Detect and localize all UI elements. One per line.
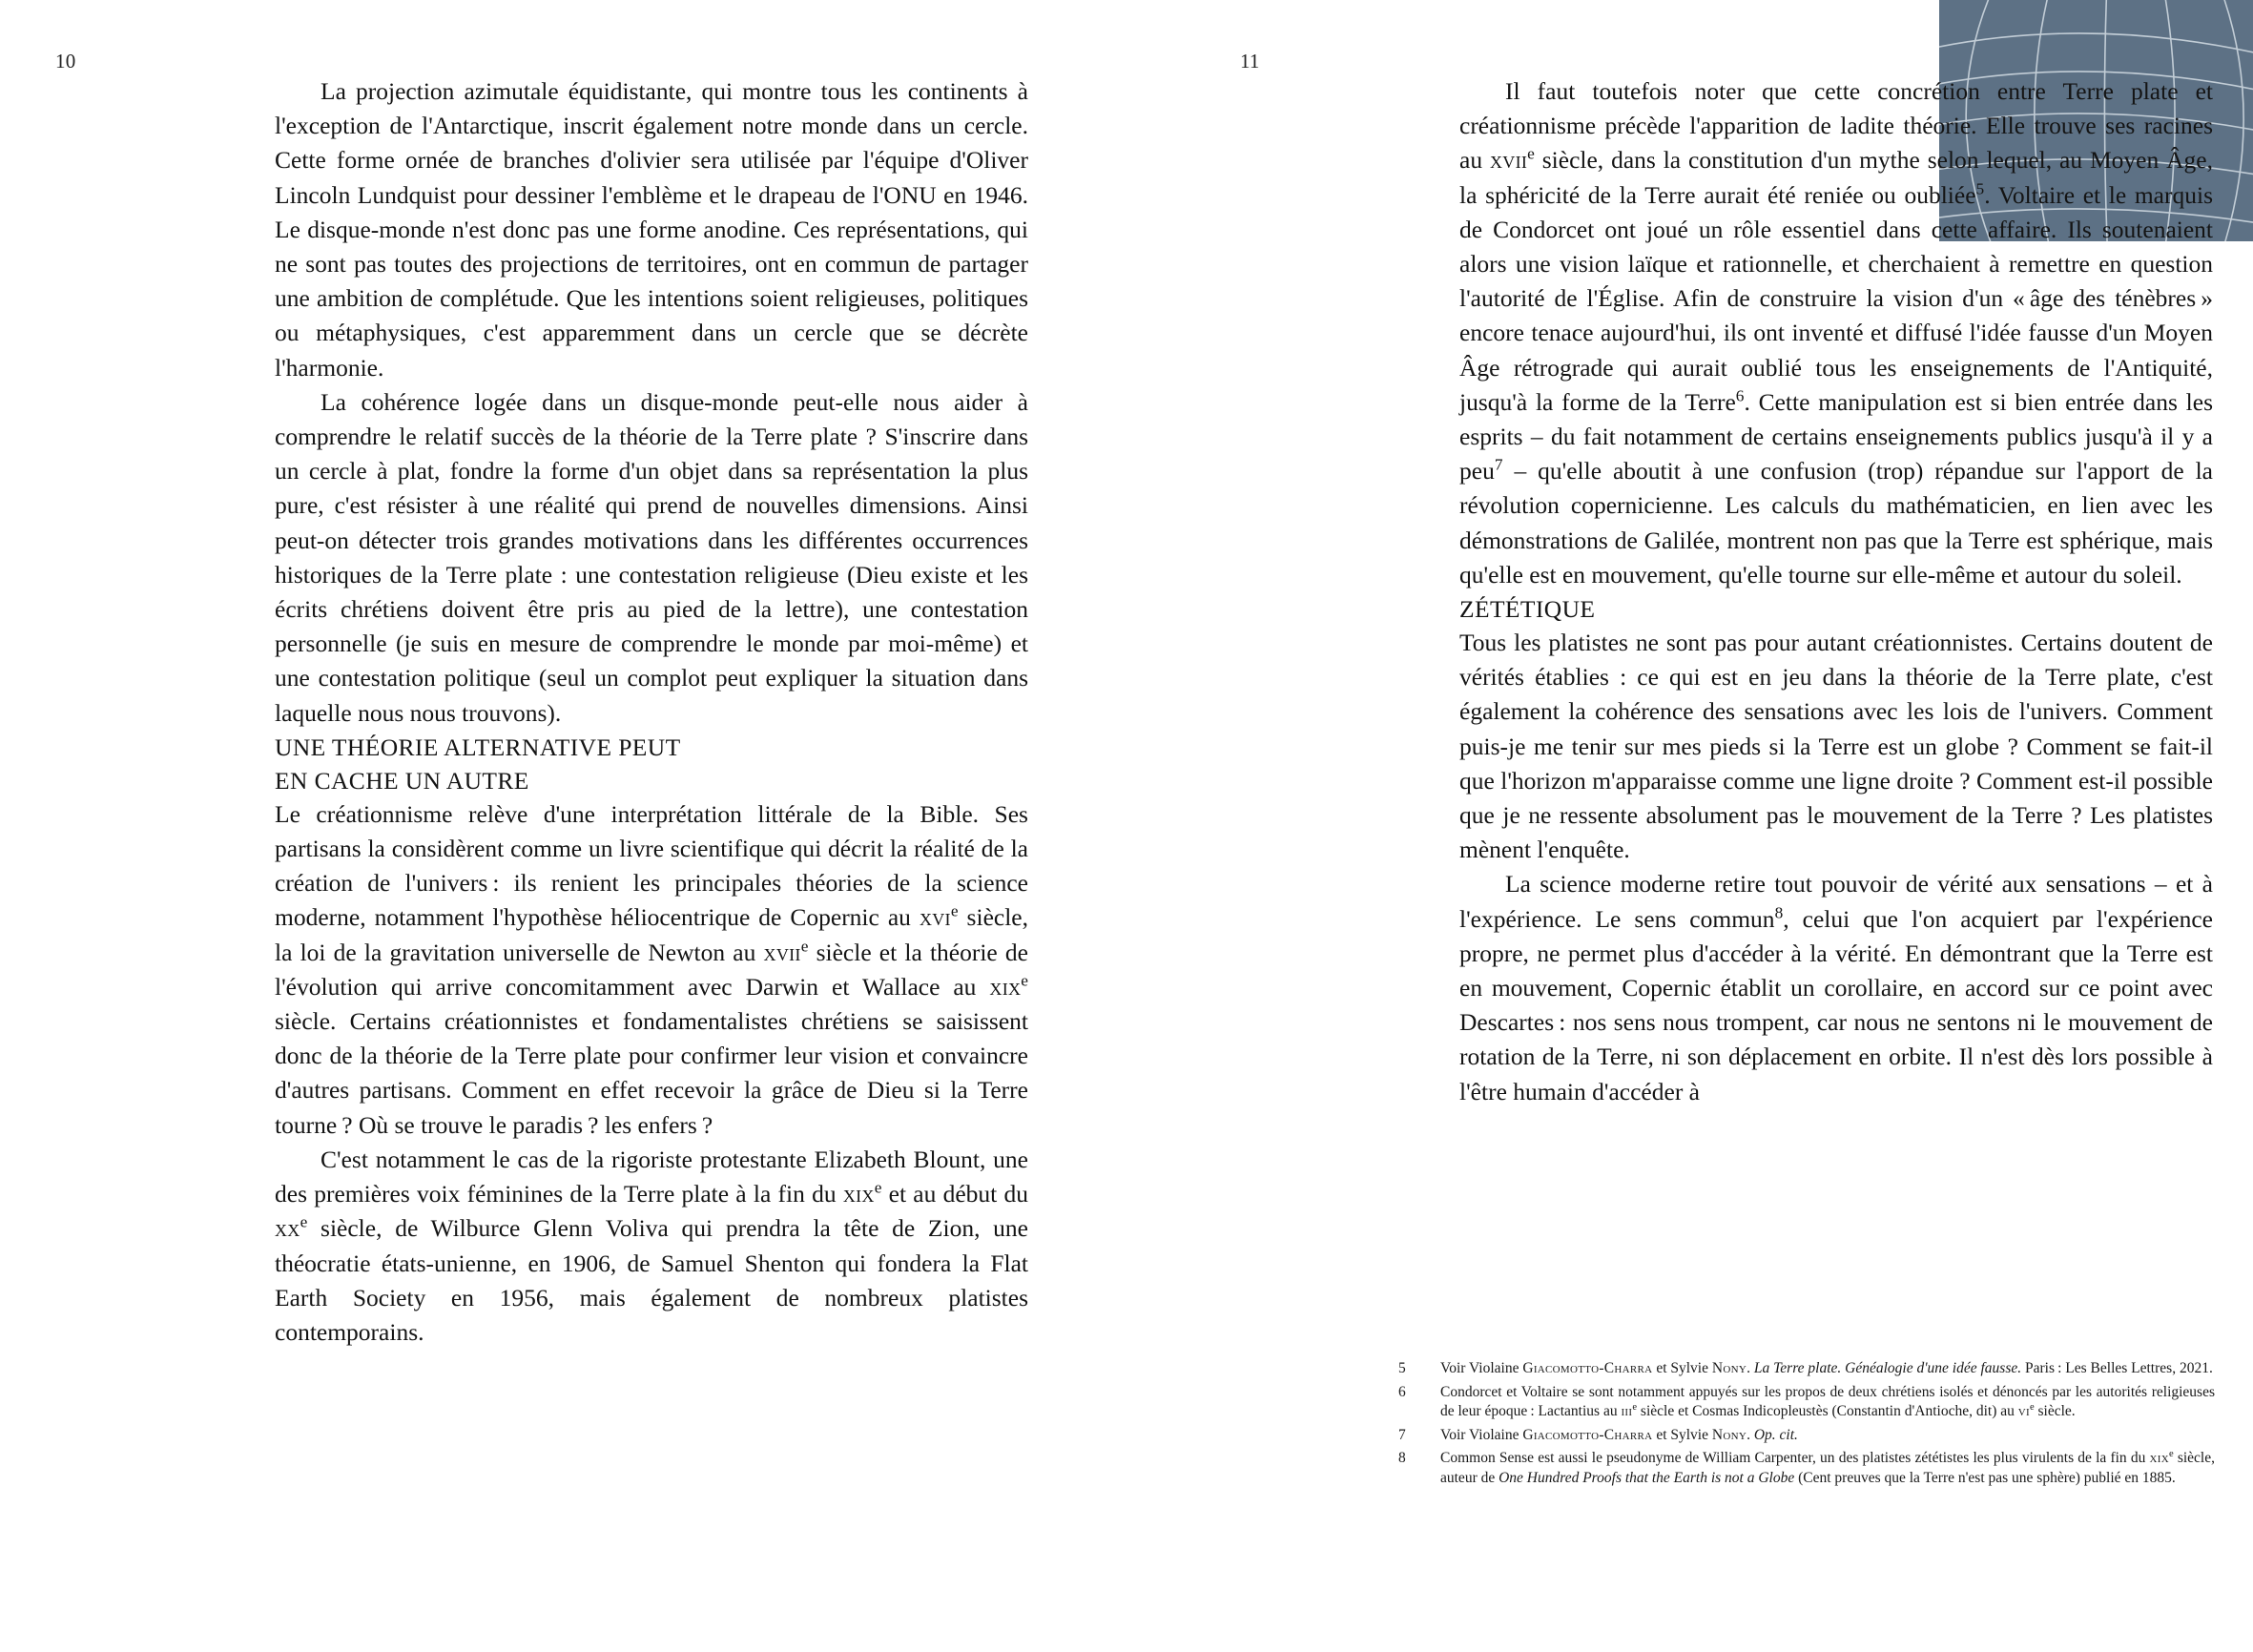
footnote-number: 6 [1398, 1383, 1406, 1400]
roman-numeral: xix [842, 1180, 875, 1208]
footnotes-block [1398, 1359, 2215, 1492]
paragraph: Le créationnisme relève d'une interprétation littérale de la Bible. Ses partisans la considèrent comme un livre scientifique qui décrit la réalité de la création de l'univers : ils renient les principales théories de la science moderne, notamment l'hypothèse héliocentrique de Copernic au xvi$^e$ siècle, la loi de la gravitation universelle de Newton au xvii$^e$ siècle et la théorie de l'évolution qui arrive concomitamment avec Darwin et Wallace au xix$^e$ siècle. Certains créationnistes et fondamentalistes chrétiens se saisissent donc de la théorie de la Terre plate pour confirmer leur vision et convaincre d'autres partisans. Comment en effet recevoir la grâce de Dieu si la Terre tourne ? Où se trouve le paradis ? les enfers ? [275, 799, 1028, 1139]
paragraph: La science moderne retire tout pouvoir de vérité aux sensations – et à l'expérience. Le sens commun$^8$, celui que l'on acquiert par l'expérience propre, ne permet plus d'accéder à la vérité. En démontrant que la Terre est en mouvement, Copernic établit un corollaire, en accord sur ce point avec Descartes : nos sens nous trompent, car nous ne sentons ni le mouvement de rotation de la Terre, ni son déplacement en orbite. Il n'est dès lors possible à l'être humain d'accéder à [1459, 870, 2213, 1105]
footnote-ref[interactable]: 8 [1774, 903, 1784, 922]
footnote-ref[interactable]: 6 [1735, 386, 1745, 405]
footnote-ref[interactable]: 7 [1494, 455, 1503, 474]
roman-numeral: xvi [919, 903, 951, 932]
footnote-number: 8 [1398, 1450, 1406, 1466]
footnote-text: Condorcet et Voltaire se sont notamment appuyés sur les propos de deux chrétiens isolés et dénoncés par les autorités religieuses de leur époque : Lactantius au iii$^e$ siècle et Cosmas Indicopleustès (Constantin d'Antioche, dit) au $vi^e$ siècle. [1440, 1383, 2215, 1419]
roman-numeral: xix [989, 972, 1022, 1001]
footnote-item [1398, 1449, 2215, 1488]
footnote-ref[interactable]: 5 [1975, 179, 1985, 198]
section-heading: ZÉTÉTIQUE [1459, 595, 1596, 624]
folio-right: 11 [1240, 50, 1260, 72]
footnote-item [1398, 1359, 2215, 1379]
paragraph: Tous les platistes ne sont pas pour autant créationnistes. Certains doutent de vérités établies : ce qui est en jeu dans la théorie de la Terre plate, c'est également la cohérence des sensations avec les lois de l'univers. Comment puis-je me tenir sur mes pieds si la Terre est un globe ? Comment se fait-il que l'horizon m'apparaisse comme une ligne droite ? Comment est-il possible que je ne ressente absolument pas le mouvement de la Terre ? Les platistes mènent l'enquête. [1459, 629, 2213, 864]
footnote-text: Voir Violaine Giacomotto-Charra et Sylvie Nony. Op. cit. [1440, 1426, 1798, 1443]
footnote-number: 5 [1398, 1360, 1406, 1376]
section-heading-line-1: UNE THÉORIE ALTERNATIVE PEUT [275, 733, 681, 761]
left-page-text-column [275, 74, 1028, 1350]
footnote-text: Common Sense est aussi le pseudonyme de William Carpenter, un des platistes zététistes les plus virulents de la fin du xix$^e$ siècle, auteur de One Hundred Proofs that the Earth is not a Globe (Cent preuves que la Terre n'est pas une sphère) publié en 1885. [1440, 1448, 2215, 1486]
paragraph: C'est notamment le cas de la rigoriste protestante Elizabeth Blount, une des premières voix féminines de la Terre plate à la fin du xix$^e$ et au début du $xx^e$ siècle, de Wilburce Glenn Voliva qui prendra la tête de Zion, une théocratie états-unienne, en 1906, de Samuel Shenton qui fondera la Flat Earth Society en 1956, mais également de nombreux platistes contemporains. [275, 1145, 1028, 1346]
folio-left: 10 [55, 50, 76, 72]
paragraph: La cohérence logée dans un disque-monde peut-elle nous aider à comprendre le relatif succès de la théorie de la Terre plate ? S'inscrire dans un cercle à plat, fondre la forme d'un objet dans sa représentation la plus pure, c'est résister à une réalité qui prend de nouvelles dimensions. Ainsi peut-on détecter trois grandes motivations dans les différentes occurrences historiques de la Terre plate : une contestation religieuse (Dieu existe et les écrits chrétiens doivent être pris au pied de la lettre), une contestation personnelle (je suis en mesure de comprendre le monde par moi-même) et une contestation politique (seul un complot peut expliquer la situation dans laquelle nous nous trouvons). [275, 387, 1028, 727]
paragraph: La projection azimutale équidistante, qui montre tous les continents à l'exception de l'Antarctique, inscrit également notre monde dans un cercle. Cette forme ornée de branches d'olivier sera utilisée par l'équipe d'Oliver Lincoln Lundquist pour dessiner l'emblème et le drapeau de l'ONU en 1946. Le disque-monde n'est donc pas une forme anodine. Ces représentations, qui ne sont pas toutes des projections de territoires, ont en commun de partager une ambition de complétude. Que les intentions soient religieuses, politiques ou métaphysiques, c'est apparemment dans un cercle que se décrète l'harmonie. [275, 77, 1028, 382]
footnote-text: Voir Violaine Giacomotto-Charra et Sylvie Nony. La Terre plate. Généalogie d'une idée fausse. Paris : Les Belles Lettres, 2021. [1440, 1360, 2213, 1376]
right-page-text-column [1459, 74, 2213, 1109]
footnote-number: 7 [1398, 1426, 1406, 1443]
paragraph: Il faut toutefois noter que cette concrétion entre Terre plate et créationnisme précède l'apparition de ladite théorie. Elle trouve ses racines au xvii$^e$ siècle, dans la constitution d'un mythe selon lequel, au Moyen Âge, la sphéricité de la Terre aurait été reniée ou oubliée$^5$. Voltaire et le marquis de Condorcet ont joué un rôle essentiel dans cette affaire. Ils soutenaient alors une vision laïque et rationnelle, et cherchaient à remettre en question l'autorité de l'Église. Afin de construire la vision d'un « âge des ténèbres » encore tenace aujourd'hui, ils ont inventé et diffusé l'idée fausse d'un Moyen Âge rétrograde qui aurait oublié tous les enseignements de l'Antiquité, jusqu'à la forme de la Terre$^6$. Cette manipulation est si bien entrée dans les esprits – du fait notamment de certains enseignements publics jusqu'à il y a peu$^7$ – qu'elle aboutit à une confusion (trop) répandue sur l'apport de la révolution copernicienne. Les calculs du mathématicien, en lien avec les démonstrations de Galilée, montrent non pas que la Terre est sphérique, mais qu'elle est en mouvement, qu'elle tourne sur elle-même et autour du soleil. [1459, 77, 2213, 589]
roman-numeral: xx [275, 1214, 300, 1243]
section-heading-line-2: EN CACHE UN AUTRE [275, 766, 529, 795]
footnote-item [1398, 1426, 2215, 1446]
roman-numeral: xvii [763, 938, 801, 966]
roman-numeral: xvii [1489, 146, 1528, 175]
footnote-item [1398, 1383, 2215, 1422]
